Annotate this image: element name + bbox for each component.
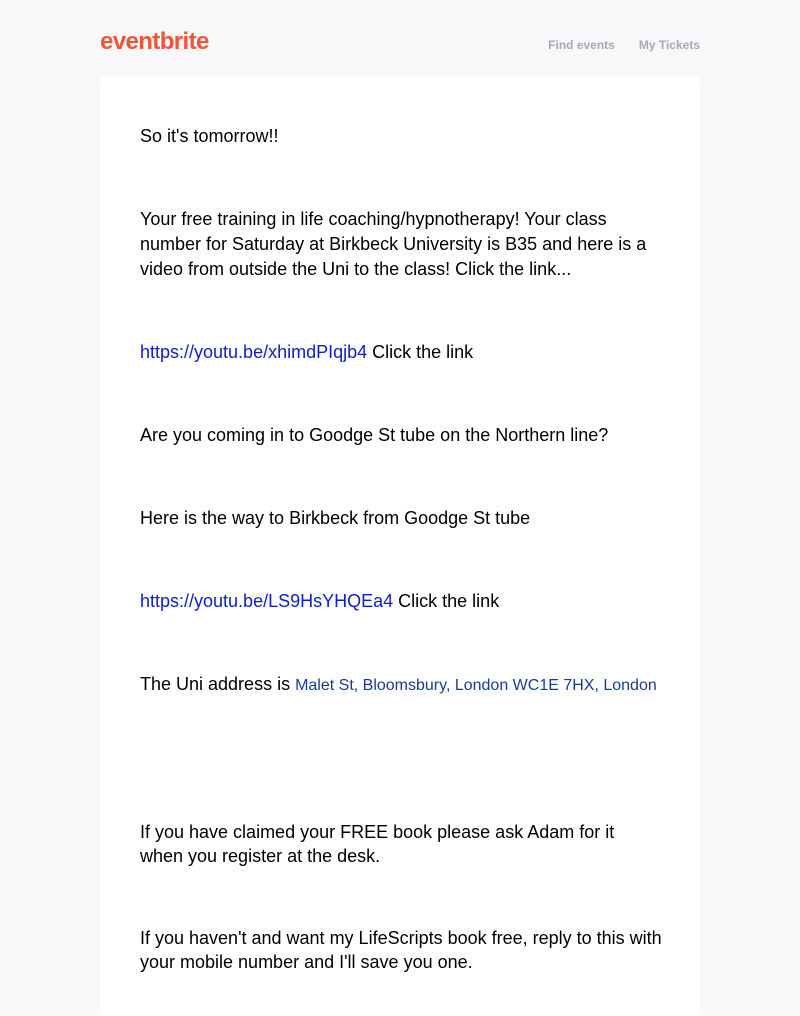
free-book-offer-text: If you haven't and want my LifeScripts book free, reply to this with your mobile number and I'll save you one. xyxy=(140,928,662,972)
video-link-suffix: Click the link xyxy=(367,342,474,362)
header-nav xyxy=(548,38,700,52)
my-tickets-link[interactable]: My Tickets xyxy=(638,38,700,52)
find-events-link[interactable]: Find events xyxy=(548,38,615,52)
video-link-goodge[interactable]: https://youtu.be/LS9HsYHQEa4 xyxy=(140,591,394,611)
free-book-claimed-text: If you have claimed your FREE book please ask Adam for it when you register at the desk. xyxy=(140,822,615,866)
video-link-paragraph xyxy=(140,340,473,365)
address-link[interactable]: Malet St, Bloomsbury, London WC1E 7HX, London xyxy=(295,677,657,694)
email-card xyxy=(100,76,700,1016)
directions-text: Here is the way to Birkbeck from Goodge St tube xyxy=(140,508,531,528)
address-prefix: The Uni address is xyxy=(140,674,296,694)
class-info-text: Your free training in life coaching/hypnotherapy! Your class number for Saturday at Birkbeck University is B35 and here is a video from outside the Uni to the class! Click the link... xyxy=(140,209,647,279)
video-link-uni[interactable]: https://youtu.be/xhimdPIqjb4 xyxy=(140,342,368,362)
tube-question-text: Are you coming in to Goodge St tube on the Northern line? xyxy=(140,425,609,445)
eventbrite-logo[interactable]: eventbrite xyxy=(100,28,209,55)
address-paragraph xyxy=(140,672,662,698)
directions-link-suffix: Click the link xyxy=(393,591,500,611)
greeting-text: So it's tomorrow!! xyxy=(140,126,279,146)
email-header xyxy=(100,28,700,60)
directions-link-paragraph xyxy=(140,589,499,614)
